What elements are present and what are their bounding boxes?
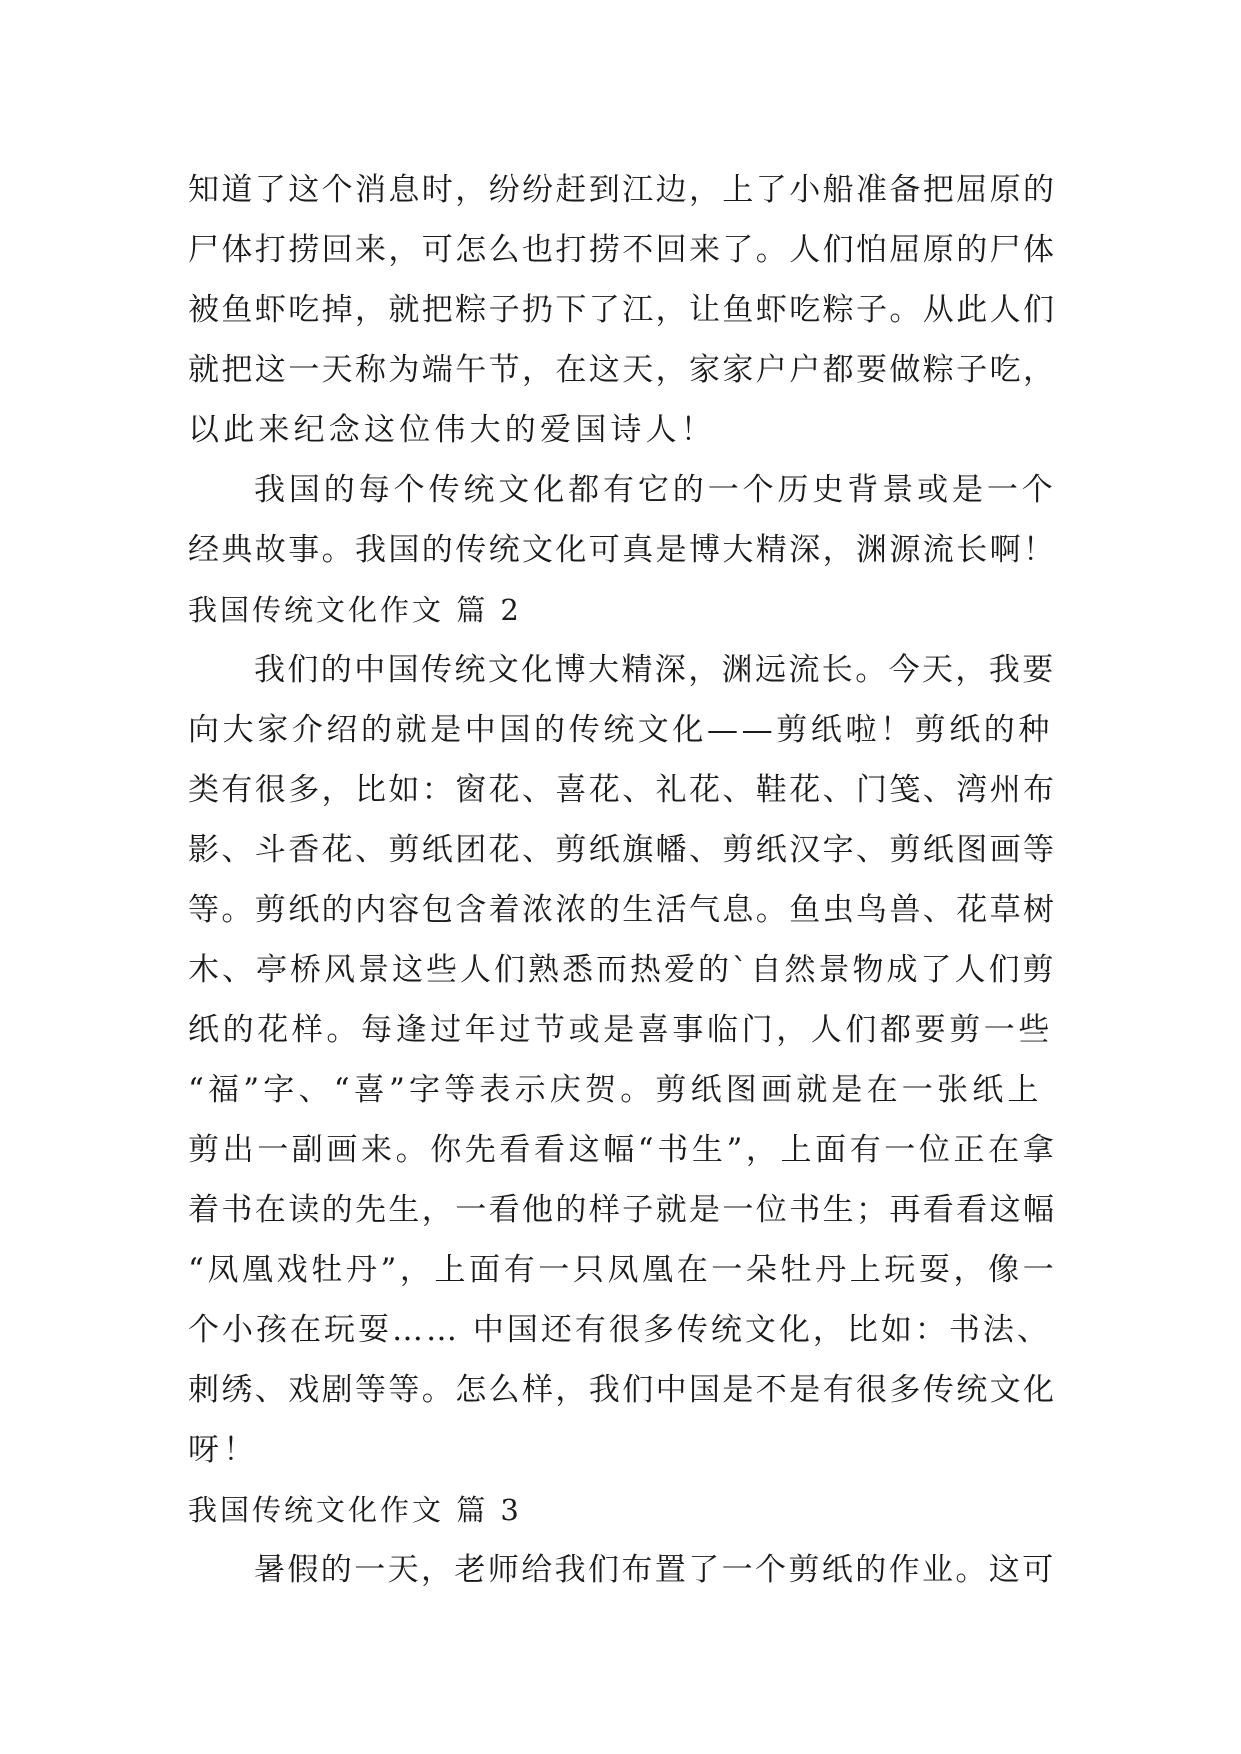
document-page [188, 160, 1058, 1600]
text-line: 我国的每个传统文化都有它的一个历史背景或是一个 [254, 472, 1057, 508]
text-line: 以此来纪念这位伟大的爱国诗人！ [188, 412, 716, 448]
text-line: 经典故事。我国的传统文化可真是博大精深，渊源流长啊！ [188, 532, 1057, 568]
text-line: “福”字、“喜”字等表示庆贺。剪纸图画就是在一张纸上 [188, 1072, 1043, 1108]
text-line: 就把这一天称为端午节，在这天，家家户户都要做粽子吃， [188, 352, 1057, 388]
text-line: 被鱼虾吃掉，就把粽子扔下了江，让鱼虾吃粽子。从此人们 [188, 292, 1057, 328]
text-line: 我们的中国传统文化博大精深，渊远流长。今天，我要 [254, 652, 1056, 688]
text-line: 向大家介绍的就是中国的传统文化——剪纸啦！剪纸的种 [188, 712, 1053, 748]
text-line: 尸体打捞回来，可怎么也打捞不回来了。人们怕屈原的尸体 [188, 232, 1057, 268]
text-line: 着书在读的先生，一看他的样子就是一位书生；再看看这幅 [188, 1192, 1057, 1228]
text-line: 剪出一副画来。你先看看这幅“书生”，上面有一位正在拿 [188, 1132, 1058, 1168]
text-line: 个小孩在玩耍…… 中国还有很多传统文化，比如：书法、 [188, 1312, 1051, 1348]
text-line: 等。剪纸的内容包含着浓浓的生活气息。鱼虫鸟兽、花草树 [188, 892, 1057, 928]
text-line: 暑假的一天，老师给我们布置了一个剪纸的作业。这可 [254, 1552, 1056, 1588]
text-line: 呀！ [188, 1432, 259, 1468]
section-heading: 我国传统文化作文 篇 3 [188, 1493, 522, 1527]
text-line: 木、亭桥风景这些人们熟悉而热爱的`自然景物成了人们剪 [188, 952, 1057, 988]
text-line: “凤凰戏牡丹”，上面有一只凤凰在一朵牡丹上玩耍，像一 [188, 1252, 1058, 1288]
section-heading: 我国传统文化作文 篇 2 [188, 593, 522, 627]
text-line: 刺绣、戏剧等等。怎么样，我们中国是不是有很多传统文化 [188, 1372, 1057, 1408]
text-line: 类有很多，比如：窗花、喜花、礼花、鞋花、门笺、湾州布 [188, 772, 1057, 808]
text-line: 知道了这个消息时，纷纷赶到江边，上了小船准备把屈原的 [188, 172, 1057, 208]
text-line: 纸的花样。每逢过年过节或是喜事临门，人们都要剪一些 [188, 1012, 1053, 1048]
text-line: 影、斗香花、剪纸团花、剪纸旗幡、剪纸汉字、剪纸图画等 [188, 832, 1057, 868]
